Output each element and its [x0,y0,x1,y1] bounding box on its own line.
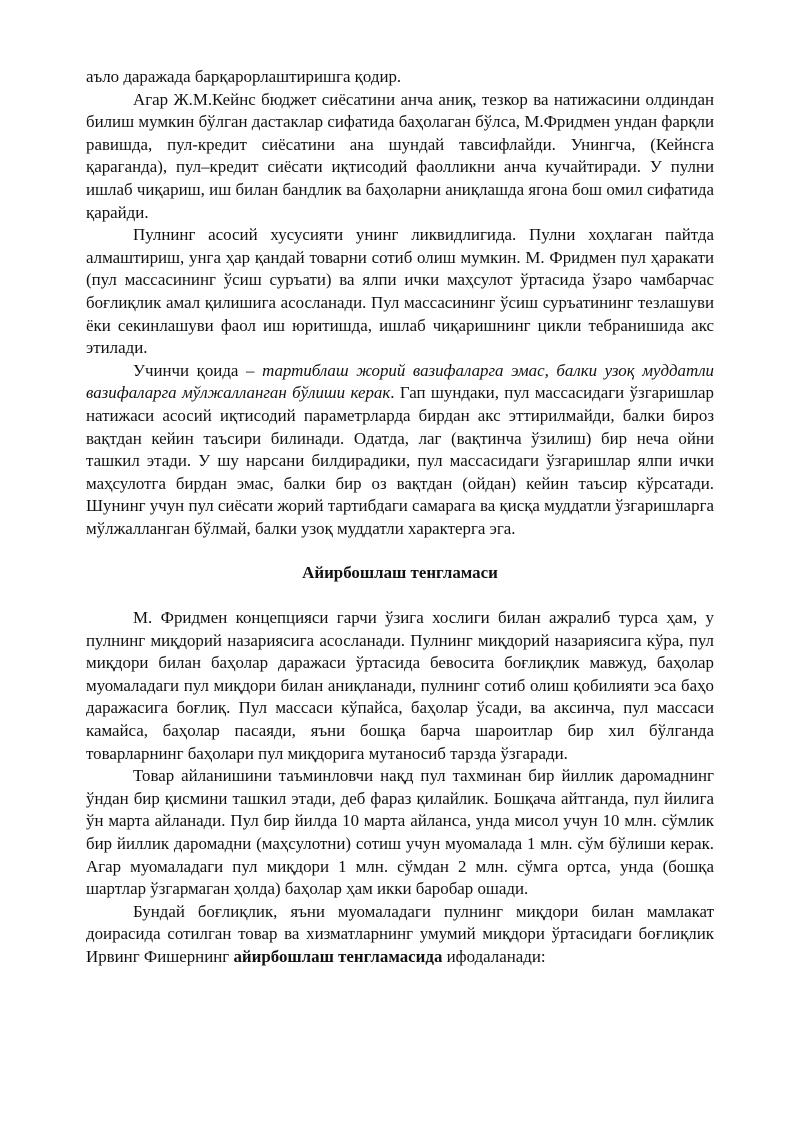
paragraph-fisher [86,901,714,969]
document-page [86,66,714,969]
third-rule-intro: Учинчи қоида – [133,360,263,380]
fisher-equation-term: айирбошлаш тенгламасида [233,946,443,966]
fisher-end: ифодаланади: [442,946,546,966]
section-heading: Айирбошлаш тенгламаси [302,563,498,583]
paragraph-third-rule [86,360,714,541]
fisher-intro: Бундай боғлиқлик, яъни муомаладаги пулнинг миқдори билан мамлакат доирасида сотилган товар ва хизматларнинг умумий миқдори ўртасидаги боғлиқлик Ирвинг Фишернинг [86,901,714,966]
paragraph-keynes: Агар Ж.М.Кейнс бюджет сиёсатини анча аниқ, тезкор ва натижасини олдиндан билиш мумкин бўлган дастаклар сифатида баҳолаган бўлса, М.Фридмен ундан фарқли равишда, пул-кредит сиёсатини ана шундай тавсифлайди. Унингча, (Кейнсга қараганда), пул–кредит сиёсати иқтисодий фаолликни анча кучайтиради. У пулни ишлаб чиқариш, иш билан бандлик ва баҳоларни аниқлашда ягона бош омил сифатида қарайди. [86,89,714,222]
paragraph-quantity-theory: М. Фридмен концепцияси гарчи ўзига хослиги билан ажралиб турса ҳам, у пулнинг миқдорий назариясига асосланади. Пулнинг миқдорий назариясига кўра, пул миқдори билан баҳолар даражаси ўртасида бевосита боғлиқлик мавжуд, баҳолар муомаладаги пул миқдори билан аниқланади, пулнинг сотиб олиш қобилияти эса баҳо даражасига боғлиқ. Пул массаси кўпайса, баҳолар ўсади, ва аксинча, пул массаси камайса, баҳолар пасаяди, яъни бошқа барча шароитлар бир хил бўлганда товарларнинг баҳолари пул миқдорига мутаносиб тарзда ўзгаради. [86,608,714,763]
paragraph-example: Товар айланишини таъминловчи нақд пул тахминан бир йиллик даромаднинг ўндан бир қисмини ташкил этади, деб фараз қилайлик. Бошқача айтганда, пул йилига ўн марта айланади. Пул бир йилда 10 марта айланса, унда мисол учун 10 млн. сўмлик бир йиллик даромадни (маҳсулотни) сотиш учун муомалада 1 млн. сўм бўлиши керак. Агар муомаладаги пул миқдори 1 млн. сўмдан 2 млн. сўмга ортса, унда (бошқа шартлар ўзгармаган ҳолда) баҳолар ҳам икки баробар ошади. [86,766,714,899]
third-rule-emphasis: тартиблаш жорий вазифаларга эмас, балки узоқ муддатли вазифаларга мўлжалланган бўлиши керак [86,360,714,403]
third-rule-text: . Гап шундаки, пул массасидаги ўзгаришлар натижаси асосий иқтисодий параметрларда бирдан акс эттирилмайди, балки бироз вақтдан кейин таъсири билинади. Одатда, лаг (вақтинча ўзилиш) бир неча ойни ташкил этади. У шу нарсани билдирадики, пул массасидаги ўзгаришлар ялпи ички маҳсулотга бирдан эмас, балки бир оз вақтдан (ойдан) кейин таъсир кўрсатади. Шунинг учун пул сиёсати жорий тартибдаги самарага ва қисқа муддатли ўзгаришларга мўлжалланган бўлмай, балки узоқ муддатли характерга эга. [86,383,714,538]
paragraph-liquidity: Пулнинг асосий хусусияти унинг ликвидлигида. Пулни хоҳлаган пайтда алмаштириш, унга ҳар қандай товарни сотиб олиш мумкин. М. Фридмен пул ҳаракати (пул массасининг ўсиш суръати) ва ялпи ички маҳсулот ўртасида ўзаро чамбарчас боғлиқлик амал қилишига асосланади. Пул массасининг ўсиш суръатининг тезлашуви ёки секинлашуви фаол иш юритишда, ишлаб чиқаришнинг цикли тебранишида акс этилади. [86,225,714,358]
paragraph-continuation: аъло даражада барқарорлаштиришга қодир. [86,67,402,86]
